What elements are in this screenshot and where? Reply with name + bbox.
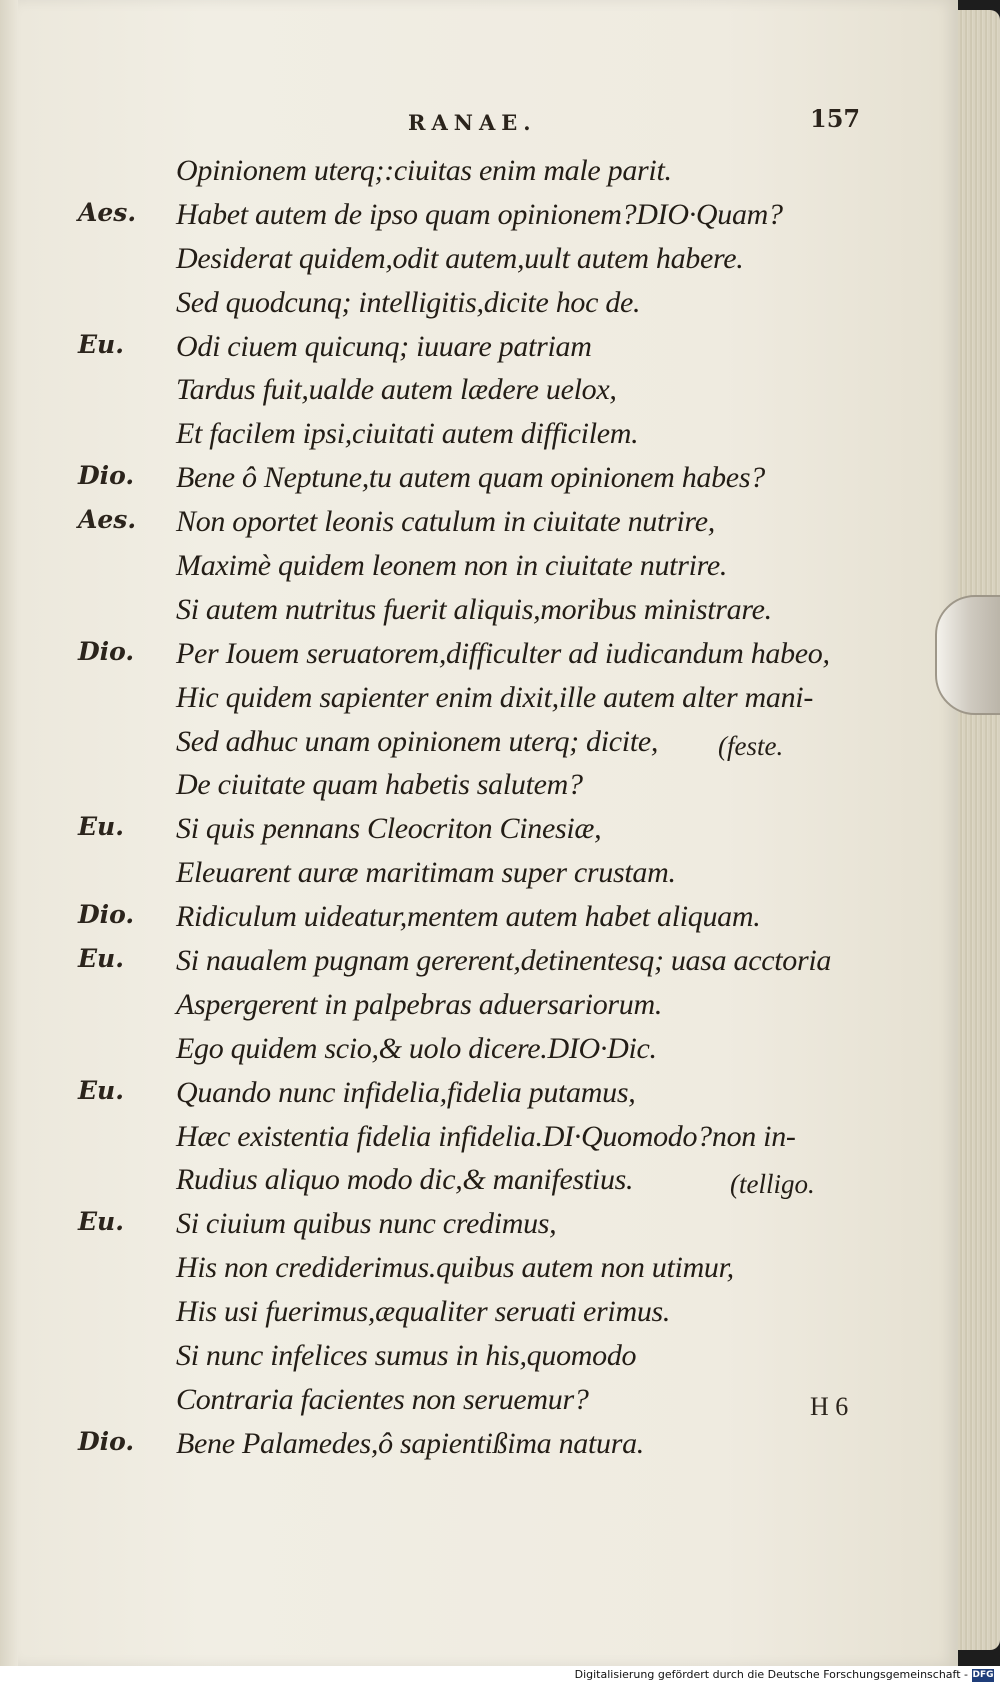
verse-text: Sed adhuc unam opinionem uterq; dicite,	[176, 724, 659, 758]
verse-text: His non crediderimus.quibus autem non utimur,	[176, 1251, 734, 1285]
footer-credit: Digitalisierung gefördert durch die Deutsche Forschungsgemeinschaft -	[574, 1668, 968, 1681]
verse-text: Odi ciuem quicunq; iuuare patriam	[176, 329, 592, 363]
verse-line	[18, 1247, 958, 1291]
verse-line	[18, 1291, 958, 1335]
verse-line	[18, 194, 958, 238]
verse-line	[18, 501, 958, 545]
verse-lines	[18, 150, 958, 1467]
verse-text: Hic quidem sapienter enim dixit,ille autem alter mani-	[176, 680, 814, 714]
verse-text: His usi fuerimus,æqualiter seruati erimus.	[176, 1295, 671, 1329]
speaker-label: Eu.	[78, 1207, 124, 1237]
verse-line	[18, 150, 958, 194]
dfg-logo: DFG	[972, 1670, 994, 1680]
verse-text: Habet autem de ipso quam opinionem?DIO·Quam?	[176, 197, 783, 231]
verse-line	[18, 633, 958, 677]
verse-line	[18, 940, 958, 984]
speaker-label: Dio.	[78, 1426, 135, 1456]
footer-bar	[0, 1666, 1000, 1686]
verse-text: Rudius aliquo modo dic,& manifestius.	[176, 1163, 634, 1197]
verse-text: Si quis pennans Cleocriton Cinesiæ,	[176, 812, 602, 846]
verse-text: Opinionem uterq;:ciuitas enim male parit.	[176, 154, 672, 187]
verse-line	[18, 984, 958, 1028]
speaker-label: Eu.	[78, 812, 124, 842]
turnover-text: (feste.	[718, 730, 784, 761]
running-head: RANAE.	[408, 110, 537, 135]
verse-line	[18, 1159, 958, 1203]
verse-line	[18, 896, 958, 940]
verse-text: Si nunc infelices sumus in his,quomodo	[176, 1339, 637, 1373]
page-stack-edge	[958, 10, 1000, 1650]
verse-line	[18, 413, 958, 457]
speaker-label: Eu.	[78, 329, 124, 359]
verse-text: Sed quodcunq; intelligitis,dicite hoc de.	[176, 285, 641, 319]
verse-line	[18, 545, 958, 589]
speaker-label: Dio.	[78, 461, 135, 491]
book-clip	[935, 595, 1000, 715]
verse-text: Per Iouem seruatorem,difficulter ad iudicandum habeo,	[176, 636, 830, 670]
verse-text: Non oportet leonis catulum in ciuitate nutrire,	[176, 505, 715, 539]
speaker-label: Eu.	[78, 944, 124, 974]
verse-text: Tardus fuit,ualde autem lædere uelox,	[176, 373, 617, 407]
page-number: 157	[810, 104, 861, 133]
verse-line	[18, 1203, 958, 1247]
signature-mark: H 6	[810, 1392, 849, 1421]
verse-line	[18, 764, 958, 808]
verse-text: Desiderat quidem,odit autem,uult autem habere.	[176, 241, 744, 275]
verse-text: Si ciuium quibus nunc credimus,	[176, 1207, 557, 1241]
verse-text: Ridiculum uideatur,mentem autem habet aliquam.	[176, 900, 761, 934]
speaker-label: Dio.	[78, 636, 135, 666]
verse-line	[18, 721, 958, 765]
verse-text: Contraria facientes non seruemur?	[176, 1382, 589, 1416]
verse-line	[18, 677, 958, 721]
verse-line	[18, 852, 958, 896]
verse-text: Et facilem ipsi,ciuitati autem difficilem.	[176, 417, 639, 451]
verse-text: Bene Palamedes,ô sapientißima natura.	[176, 1426, 644, 1460]
verse-text: Eleuarent auræ maritimam super crustam.	[176, 856, 676, 890]
turnover-text: (telligo.	[730, 1169, 815, 1200]
verse-line	[18, 808, 958, 852]
verse-line	[18, 589, 958, 633]
verse-line	[18, 326, 958, 370]
speaker-label: Aes.	[78, 505, 137, 535]
verse-line	[18, 1028, 958, 1072]
verse-line	[18, 1335, 958, 1379]
verse-text: Aspergerent in palpebras aduersariorum.	[176, 987, 663, 1021]
speaker-label: Eu.	[78, 1075, 124, 1105]
verse-line	[18, 369, 958, 413]
speaker-label: Aes.	[78, 197, 137, 227]
verse-text: Hæc existentia fidelia infidelia.DI·Quomodo?non in-	[176, 1119, 796, 1153]
verse-text: Quando nunc infidelia,fidelia putamus,	[176, 1075, 636, 1109]
verse-line	[18, 1116, 958, 1160]
book-page	[18, 0, 958, 1666]
verse-line	[18, 282, 958, 326]
verse-text: De ciuitate quam habetis salutem?	[176, 768, 583, 802]
verse-text: Si autem nutritus fuerit aliquis,moribus ministrare.	[176, 592, 772, 626]
verse-line	[18, 238, 958, 282]
verse-text: Maximè quidem leonem non in ciuitate nutrire.	[176, 549, 728, 583]
verse-line	[18, 1423, 958, 1467]
verse-text: Bene ô Neptune,tu autem quam opinionem habes?	[176, 461, 765, 495]
verse-text: Ego quidem scio,& uolo dicere.DIO·Dic.	[176, 1031, 657, 1065]
verse-line	[18, 457, 958, 501]
verse-text: Si naualem pugnam gererent,detinentesq; uasa acctoria	[176, 944, 832, 978]
speaker-label: Dio.	[78, 900, 135, 930]
verse-line	[18, 1072, 958, 1116]
